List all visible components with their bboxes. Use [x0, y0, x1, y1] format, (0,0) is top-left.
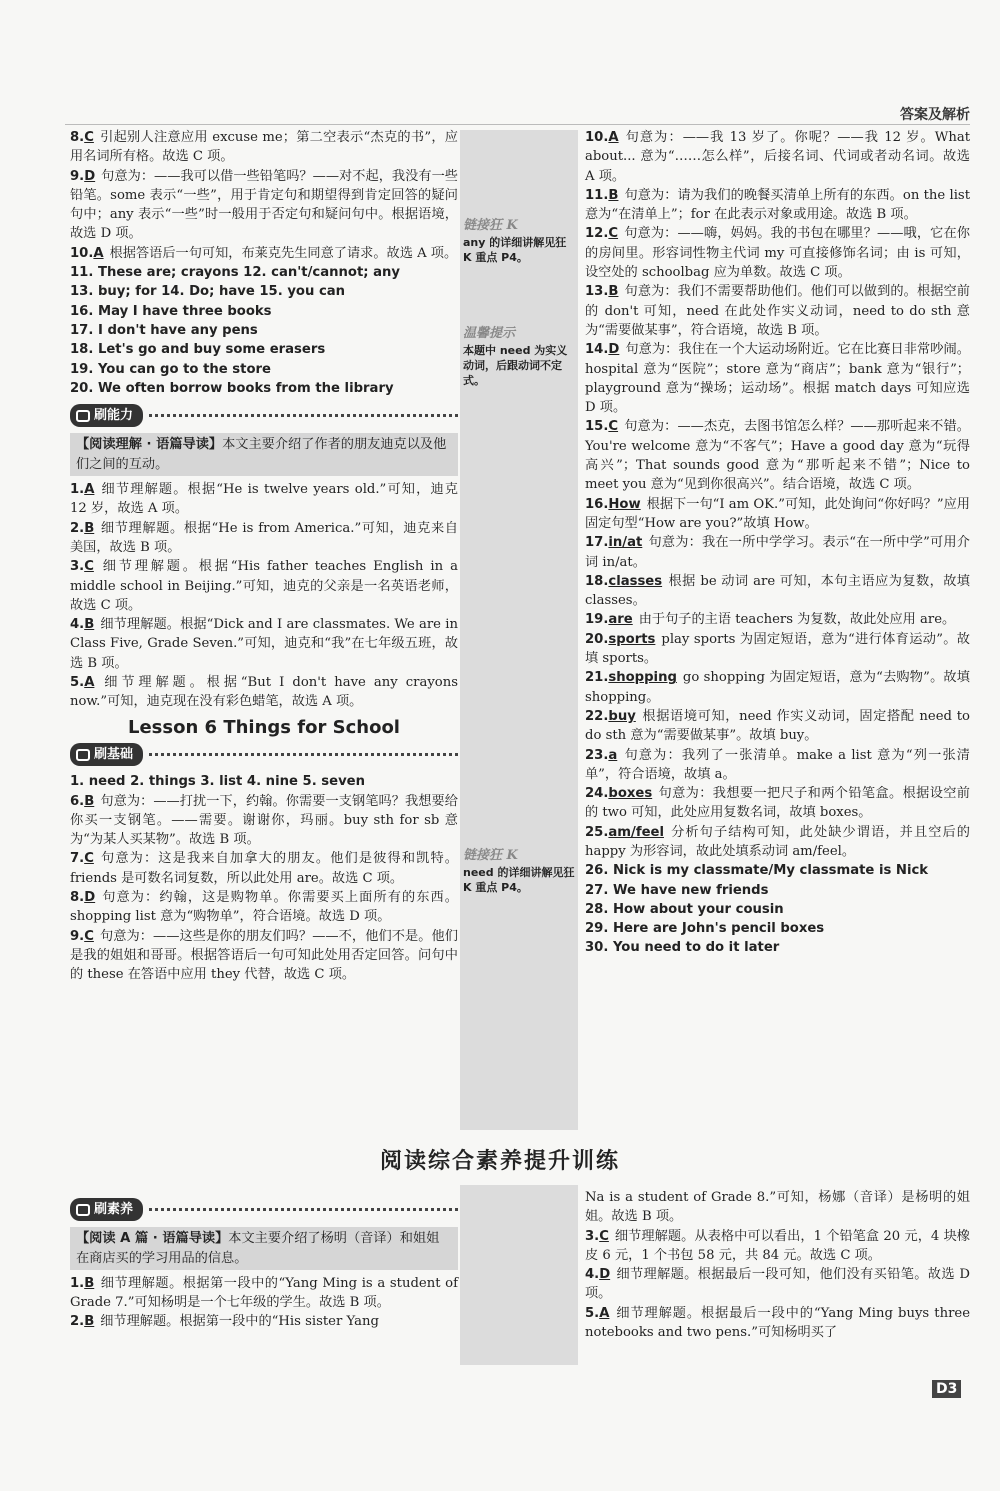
reading-guide-2: 【阅读 A 篇 · 语篇导读】本文主要介绍了杨明（音译）和姐姐在商店买的学习用品的信息。: [70, 1227, 458, 1270]
item-explanation: 句意为：——杰克，去图书馆怎么样？——那听起来不错。You're welcome 意为“不客气”；Have a good day 意为“玩得高兴”；That sounds good 意为“那听起来不错”；Nice to meet you 意为“见到你很高兴”。结合语境，故选 C 项。: [585, 419, 970, 493]
brush-icon: [76, 749, 90, 761]
reading-answer-item: [585, 1304, 970, 1343]
item-number: 23.: [585, 747, 609, 763]
fill-answer-line: 19. You can go to the store: [70, 361, 271, 377]
item-number: 2.: [70, 1314, 85, 1330]
answer-item: [70, 167, 458, 244]
item-answer: C: [599, 1228, 609, 1244]
lesson-answer-item: [70, 849, 458, 888]
item-explanation: 根据答语后一句可知，布莱克先生同意了请求。故选 A 项。: [109, 245, 458, 261]
answer-item: [585, 417, 970, 494]
item-number: 1.: [70, 1275, 85, 1291]
item-answer: in/at: [608, 535, 643, 551]
item-number: 4.: [585, 1267, 600, 1283]
item-answer: D: [84, 168, 96, 184]
item-answer: B: [84, 1314, 95, 1330]
item-number: 4.: [70, 617, 85, 633]
item-number: 2.: [70, 520, 85, 536]
item-number: 21.: [585, 670, 609, 686]
answer-item: [70, 244, 458, 263]
fill-answer-line: 17. I don't have any pens: [70, 322, 258, 338]
item-number: 8.: [70, 889, 85, 905]
lesson-answer-item: [70, 888, 458, 927]
fill-answer-line: 16. May I have three books: [70, 303, 272, 319]
sidebar-panel-top: [460, 130, 578, 1130]
item-explanation: 细节理解题。根据“But I don't have any crayons now.”可知，迪克现在没有彩色蜡笔，故选 A 项。: [70, 675, 458, 710]
item-explanation: 句意为：——打扰一下，约翰。你需要一支钢笔吗？我想要给你买一支钢笔。——需要。谢谢你，玛丽。buy sth for sb 意为“为某人买某物”。故选 B 项。: [70, 793, 458, 848]
item-explanation: 句意为：——我 13 岁了。你呢？——我 12 岁。What about... 意为“……怎么样”，后接名词、代词或者动名词。故选 A 项。: [585, 130, 970, 184]
item-number: 14.: [585, 342, 609, 358]
answer-item: [585, 823, 970, 862]
item-number: 20.: [585, 631, 609, 647]
item-explanation: 句意为：我们不需要帮助他们。他们可以做到的。根据空前的 don't 可知，need 在此处作实义动词，need to do sth 意为“需要做某事”，符合语境，故选 B 项。: [585, 284, 970, 338]
answer-item: [585, 282, 970, 340]
answer-item: [585, 668, 970, 707]
item-number: 10.: [70, 245, 94, 261]
item-number: 19.: [585, 612, 609, 628]
item-number: 3.: [585, 1228, 600, 1244]
sidebar-panel-bottom: [460, 1185, 578, 1365]
item-number: 3.: [70, 559, 85, 575]
item-answer: A: [608, 130, 619, 145]
item-number: 18.: [585, 573, 609, 589]
fill-answer-line: 29. Here are John's pencil boxes: [585, 921, 825, 937]
item-explanation: 句意为：我想要一把尺子和两个铅笔盒。根据设空前的 two 可知，此处应用复数名词，故填 boxes。: [585, 786, 970, 821]
item-number: 5.: [585, 1305, 600, 1321]
sidebar-note-1: 链接狂 K any 的详细讲解见狂 K 重点 P4。: [463, 218, 567, 264]
item-answer: B: [84, 520, 95, 536]
item-answer: D: [608, 342, 620, 358]
item-answer: C: [84, 851, 94, 867]
item-answer: A: [84, 482, 95, 498]
answer-item: [585, 610, 970, 629]
fill-answer-line: 18. Let's go and buy some erasers: [70, 342, 326, 358]
answer-item: [585, 784, 970, 823]
badge-literacy: 刷素养: [70, 1198, 458, 1221]
item-answer: shopping: [608, 670, 677, 686]
item-explanation: 细节理解题。根据最后一段可知，他们没有买铅笔。故选 D 项。: [585, 1267, 970, 1302]
item-number: 6.: [70, 793, 85, 809]
item-explanation: 句意为：——这些是你的朋友们吗？——不，他们不是。他们是我的姐姐和哥哥。根据答语后一句可知此处用否定回答。问句中的 these 在答语中应用 they 代替，故选 C 项。: [70, 928, 458, 983]
item-number: 8.: [70, 130, 85, 145]
lesson-fill-answers: 1. need 2. things 3. list 4. nine 5. seven: [70, 774, 366, 790]
item-answer: A: [93, 245, 104, 261]
item-answer: How: [608, 496, 641, 512]
item-answer: B: [608, 187, 619, 203]
item-explanation: 由于句子的主语 teachers 为复数，故此处应用 are。: [638, 612, 956, 628]
item-number: 12.: [585, 226, 609, 242]
item-number: 7.: [70, 851, 85, 867]
item-answer: C: [84, 130, 94, 145]
item-answer: buy: [608, 708, 636, 724]
item-explanation: 句意为：约翰，这是购物单。你需要买上面所有的东西。shopping list 意为“购物单”，符合语境。故选 D 项。: [70, 889, 458, 925]
badge-basic: 刷基础: [70, 743, 458, 766]
answer-item: [585, 340, 970, 417]
answer-item: [585, 128, 970, 186]
item-explanation: 根据 be 动词 are 可知，本句主语应为复数，故填 classes。: [585, 573, 970, 609]
item-explanation: 细节理解题。根据“Dick and I are classmates. We are in Class Five, Grade Seven.”可知，迪克和“我”在七年级五班，故选 B 项。: [70, 617, 458, 671]
item-answer: sports: [608, 631, 656, 647]
continued-text: Na is a student of Grade 8.”可知，杨娜（音译）是杨明的姐姐。故选 B 项。: [585, 1190, 970, 1225]
page-number: D3: [932, 1380, 961, 1398]
answer-item: [585, 495, 970, 534]
item-answer: B: [84, 793, 95, 809]
fill-answer-line: 30. You need to do it later: [585, 940, 780, 956]
item-number: 15.: [585, 419, 609, 435]
reading-answer-item: [70, 1274, 458, 1313]
sidebar-note-3: 链接狂 K need 的详细讲解见狂 K 重点 P4。: [463, 848, 575, 894]
item-number: 9.: [70, 928, 85, 944]
item-explanation: 分析句子结构可知，此处缺少谓语，并且空后的 happy 为形容词，故此处填系动词 am/feel。: [585, 824, 970, 859]
item-answer: C: [84, 559, 94, 575]
bottom-left-column: [70, 1192, 458, 1332]
lesson-answer-item: [70, 792, 458, 850]
item-answer: B: [84, 1275, 95, 1291]
item-explanation: 句意为：请为我们的晚餐买清单上所有的东西。on the list 意为“在清单上”；for 在此表示对象或用途。故选 B 项。: [585, 187, 970, 223]
reading-guide-1: 【阅读理解 · 语篇导读】本文主要介绍了作者的朋友迪克以及他们之间的互动。: [70, 433, 458, 476]
lesson-answer-item: [70, 927, 458, 985]
item-explanation: 句意为：——嗨，妈妈。我的书包在哪里？——哦，它在你的房间里。形容词性物主代词 my 可直接修饰名词；由 is 可知，设空处的 schoolbag 应为单数。故选 C 项。: [585, 226, 970, 281]
fill-answer-line: 28. How about your cousin: [585, 901, 784, 917]
item-number: 22.: [585, 708, 609, 724]
item-explanation: 细节理解题。根据“He is twelve years old.”可知，迪克 12 岁，故选 A 项。: [70, 482, 458, 517]
reading-answer-item: [70, 673, 458, 712]
reading-answer-item: [70, 557, 458, 615]
item-answer: D: [84, 889, 96, 905]
reading-answer-item: [70, 615, 458, 673]
answer-item: [585, 630, 970, 669]
left-column: [70, 128, 458, 984]
item-number: 24.: [585, 786, 609, 802]
item-answer: D: [599, 1267, 611, 1283]
reading-answer-item: [70, 519, 458, 558]
item-number: 5.: [70, 675, 85, 691]
item-explanation: 细节理解题。从表格中可以看出，1 个铅笔盒 20 元，4 块橡皮 6 元，1 个书包 58 元，共 84 元。故选 C 项。: [585, 1228, 970, 1263]
item-number: 10.: [585, 130, 609, 145]
answer-item: [70, 128, 458, 167]
fill-answer-line: 11. These are; crayons 12. can't/cannot; any: [70, 265, 400, 281]
item-number: 9.: [70, 168, 85, 184]
item-answer: are: [608, 612, 633, 628]
page-header: 答案及解析: [900, 107, 970, 123]
item-answer: C: [608, 226, 619, 242]
fill-answer-line: 13. buy; for 14. Do; have 15. you can: [70, 284, 346, 300]
item-number: 11.: [585, 187, 609, 203]
reading-answer-item: [585, 1265, 970, 1304]
answer-item: [585, 572, 970, 611]
answer-item: [585, 533, 970, 572]
sidebar-note-2: 温馨提示 本题中 need 为实义动词，后跟动词不定式。: [463, 326, 568, 387]
item-explanation: 句意为：——我可以借一些铅笔吗？——对不起，我没有一些铅笔。some 表示“一些”，用于肯定句和期望得到肯定回答的疑问句中；any 表示“一些”时一般用于否定句和疑问句中。根据语境，故选 D 项。: [70, 168, 458, 242]
item-number: 13.: [585, 284, 609, 300]
item-answer: boxes: [608, 786, 653, 802]
item-explanation: 句意为：我列了一张清单。make a list 意为“列一张清单”，符合语境，故填 a。: [585, 747, 970, 782]
item-explanation: 细节理解题。根据“His father teaches English in a middle school in Beijing.”可知，迪克的父亲是一名英语老师，故选 C 项。: [70, 559, 458, 613]
item-number: 1.: [70, 482, 85, 498]
item-explanation: 细节理解题。根据最后一段中的“Yang Ming buys three notebooks and two pens.”可知杨明买了: [585, 1305, 970, 1341]
item-number: 16.: [585, 496, 609, 512]
item-answer: a: [608, 747, 618, 763]
fill-answer-line: 27. We have new friends: [585, 882, 769, 898]
item-explanation: 细节理解题。根据“He is from America.”可知，迪克来自美国，故选 B 项。: [70, 520, 458, 555]
item-explanation: 句意为：这是我来自加拿大的朋友。他们是彼得和凯特。friends 是可数名词复数，所以此处用 are。故选 C 项。: [70, 851, 458, 886]
bottom-right-column: [585, 1188, 970, 1342]
item-answer: A: [84, 675, 95, 691]
item-explanation: 细节理解题。根据第一段中的“His sister Yang: [100, 1314, 379, 1330]
fill-answer-line: 20. We often borrow books from the library: [70, 380, 394, 396]
item-explanation: 句意为：我在一所中学学习。表示“在一所中学”可用介词 in/at。: [585, 535, 970, 570]
answer-item: [585, 186, 970, 225]
right-column: [585, 128, 970, 958]
item-answer: A: [599, 1305, 610, 1321]
reading-answer-item: [70, 480, 458, 519]
item-answer: am/feel: [608, 824, 664, 840]
item-explanation: go shopping 为固定短语，意为“去购物”。故填 shopping。: [585, 670, 970, 705]
section-title: 阅读综合素养提升训练: [379, 1149, 620, 1174]
reading-answer-item: [585, 1227, 970, 1266]
brush-icon: [76, 1204, 90, 1216]
item-explanation: 根据下一句“I am OK.”可知，此处询问“你好吗？”应用固定句型“How are you?”故填 How。: [585, 496, 970, 531]
answer-item: [585, 224, 970, 282]
item-explanation: 引起别人注意应用 excuse me；第二空表示“杰克的书”，应用名词所有格。故选 C 项。: [70, 130, 458, 165]
item-number: 17.: [585, 535, 609, 551]
item-answer: B: [608, 284, 619, 300]
item-explanation: 根据语境可知，need 作实义动词，固定搭配 need to do sth 意为“需要做某事”。故填 buy。: [585, 708, 970, 744]
answer-item: [585, 707, 970, 746]
item-explanation: 细节理解题。根据第一段中的“Yang Ming is a student of Grade 7.”可知杨明是一个七年级的学生。故选 B 项。: [70, 1275, 458, 1311]
badge-ability: 刷能力: [70, 404, 458, 427]
item-answer: B: [84, 617, 95, 633]
item-explanation: play sports 为固定短语，意为“进行体育运动”。故填 sports。: [585, 631, 970, 667]
header-rule: [65, 124, 970, 125]
answer-item: [585, 746, 970, 785]
item-answer: classes: [608, 573, 663, 589]
brush-icon: [76, 410, 90, 422]
reading-answer-item: [70, 1312, 458, 1331]
item-explanation: 句意为：我住在一个大运动场附近。它在比赛日非常吵闹。hospital 意为“医院”；store 意为“商店”；bank 意为“银行”；playground 意为“操场；运动场”。根据 match days 可知应选 D 项。: [585, 342, 970, 416]
item-number: 25.: [585, 824, 609, 840]
item-answer: C: [84, 928, 94, 944]
item-answer: C: [608, 419, 619, 435]
lesson-title: Lesson 6 Things for School: [128, 716, 400, 738]
fill-answer-line: 26. Nick is my classmate/My classmate is Nick: [585, 863, 929, 879]
